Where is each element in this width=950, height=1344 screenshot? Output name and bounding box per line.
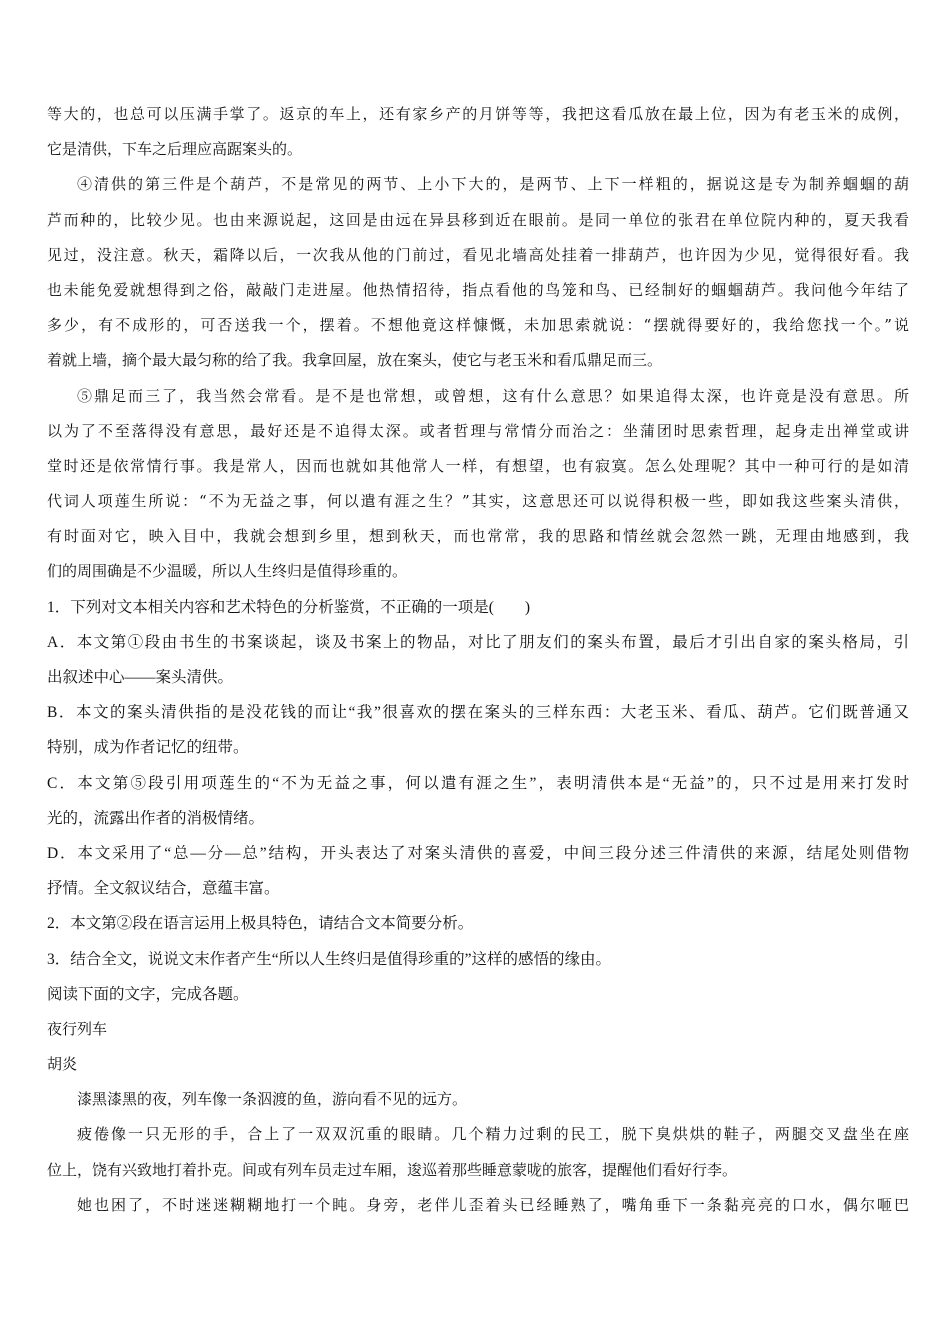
text-line: 着就上墙，摘个最大最匀称的给了我。我拿回屋，放在案头，使它与老玉米和看瓜鼎足而三。 xyxy=(47,351,663,370)
text-line: 也未能免爱就想得到之俗，敲敲门走进屋。他热情招待，指点看他的鸟笼和鸟、已经制好的蝈蝈葫芦。我问他今年结了 xyxy=(47,280,909,299)
question-stem: 1．下列对文本相关内容和艺术特色的分析鉴赏，不正确的一项是( ) xyxy=(47,598,531,616)
story-paragraph: 她也困了，不时迷迷糊糊地打一个盹。身旁，老伴儿歪着头已经睡熟了，嘴角垂下一条黏亮亮的口水，偶尔咂巴 xyxy=(77,1195,909,1214)
text-line: 以为了不至落得没有意思，最好还是不追得太深。或者哲理与常情分而治之：坐蒲团时思索哲理，起身走出禅堂或讲 xyxy=(47,421,909,440)
story-paragraph: 位上，饶有兴致地打着扑克。间或有列车员走过车厢，逡巡着那些睡意蒙咙的旅客，提醒他们看好行李。 xyxy=(47,1160,738,1179)
text-line: 它是清供，下车之后理应高踞案头的。 xyxy=(47,140,303,159)
question-3: 3．结合全文，说说文末作者产生“所以人生终归是值得珍重的”这样的感悟的缘由。 xyxy=(47,950,612,968)
document-page xyxy=(47,97,909,1223)
text-line: 芦而种的，比较少见。也由来源说起，这回是由远在异县移到近在眼前。是同一单位的张君在单位院内种的，夏天我看 xyxy=(47,210,909,229)
option-a: A．本文第①段由书生的书案谈起，谈及书案上的物品，对比了朋友们的案头布置，最后才引出自家的案头格局，引 xyxy=(47,633,909,651)
passage-title: 夜行列车 xyxy=(47,1019,108,1038)
option-d: D．本文采用了“总—分—总”结构，开头表达了对案头清供的喜爱，中间三段分述三件清供的来源，结尾处则借物 xyxy=(47,844,909,862)
text-line: 有时面对它，映入目中，我就会想到乡里，想到秋天，而也常常，我的思路和情丝就会忽然一跳，无理由地感到，我 xyxy=(47,527,909,546)
text-line: ⑤鼎足而三了，我当然会常看。是不是也常想，或曾想，这有什么意思？如果追得太深，也许竟是没有意思。所 xyxy=(77,386,909,405)
story-paragraph: 漆黑漆黑的夜，列车像一条泅渡的鱼，游向看不见的远方。 xyxy=(77,1090,468,1109)
text-line: ④清供的第三件是个葫芦，不是常见的两节、上小下大的，是两节、上下一样粗的，据说这是专为制养蝈蝈的葫 xyxy=(77,175,909,194)
option-d: 抒情。全文叙议结合，意蕴丰富。 xyxy=(47,880,280,898)
paragraph-continued xyxy=(47,97,909,167)
question-2: 2．本文第②段在语言运用上极具特色，请结合文本简要分析。 xyxy=(47,915,474,933)
option-c: C．本文第⑤段引用项莲生的“不为无益之事，何以遣有涯之生”，表明清供本是“无益”的，只不过是用来打发时 xyxy=(47,774,909,792)
paragraph-4 xyxy=(47,167,909,378)
story-paragraph: 疲倦像一只无形的手，合上了一双双沉重的眼睛。几个精力过剩的民工，脱下臭烘烘的鞋子，两腿交叉盘坐在座 xyxy=(77,1125,909,1144)
text-line: 堂时还是依常情行事。我是常人，因而也就如其他常人一样，有想望，也有寂寞。怎么处理呢？其中一种可行的是如清 xyxy=(47,456,909,475)
text-line: 多少，有不成形的，可否送我一个，摆着。不想他竟这样慷慨，未加思索就说：“摆就得要好的，我给您找一个。”说 xyxy=(47,316,909,335)
text-line: 等大的，也总可以压满手掌了。返京的车上，还有家乡产的月饼等等，我把这看瓜放在最上位，因为有老玉米的成例， xyxy=(47,105,909,123)
option-c: 光的，流露出作者的消极情绪。 xyxy=(47,809,265,827)
option-b: B．本文的案头清供指的是没花钱的而让“我”很喜欢的摆在案头的三样东西：大老玉米、看瓜、葫芦。它们既普通又 xyxy=(47,704,909,722)
text-line: 见过，没注意。秋天，霜降以后，一次我从他的门前过，看见北墙高处挂着一排葫芦，也许因为少见，觉得很好看。我 xyxy=(47,245,909,264)
passage-author: 胡炎 xyxy=(47,1055,78,1074)
text-line: 代词人项莲生所说：“不为无益之事，何以遣有涯之生？”其实，这意思还可以说得积极一些，即如我这些案头清供， xyxy=(47,492,909,511)
paragraph-5 xyxy=(47,379,909,590)
question-1 xyxy=(47,590,909,907)
option-a: 出叙述中心——案头清供。 xyxy=(47,669,234,686)
reading-instruction: 阅读下面的文字，完成各题。 xyxy=(47,985,249,1003)
text-line: 们的周围确是不少温暖，所以人生终归是值得珍重的。 xyxy=(47,562,408,581)
option-b: 特别，成为作者记忆的纽带。 xyxy=(47,739,249,757)
